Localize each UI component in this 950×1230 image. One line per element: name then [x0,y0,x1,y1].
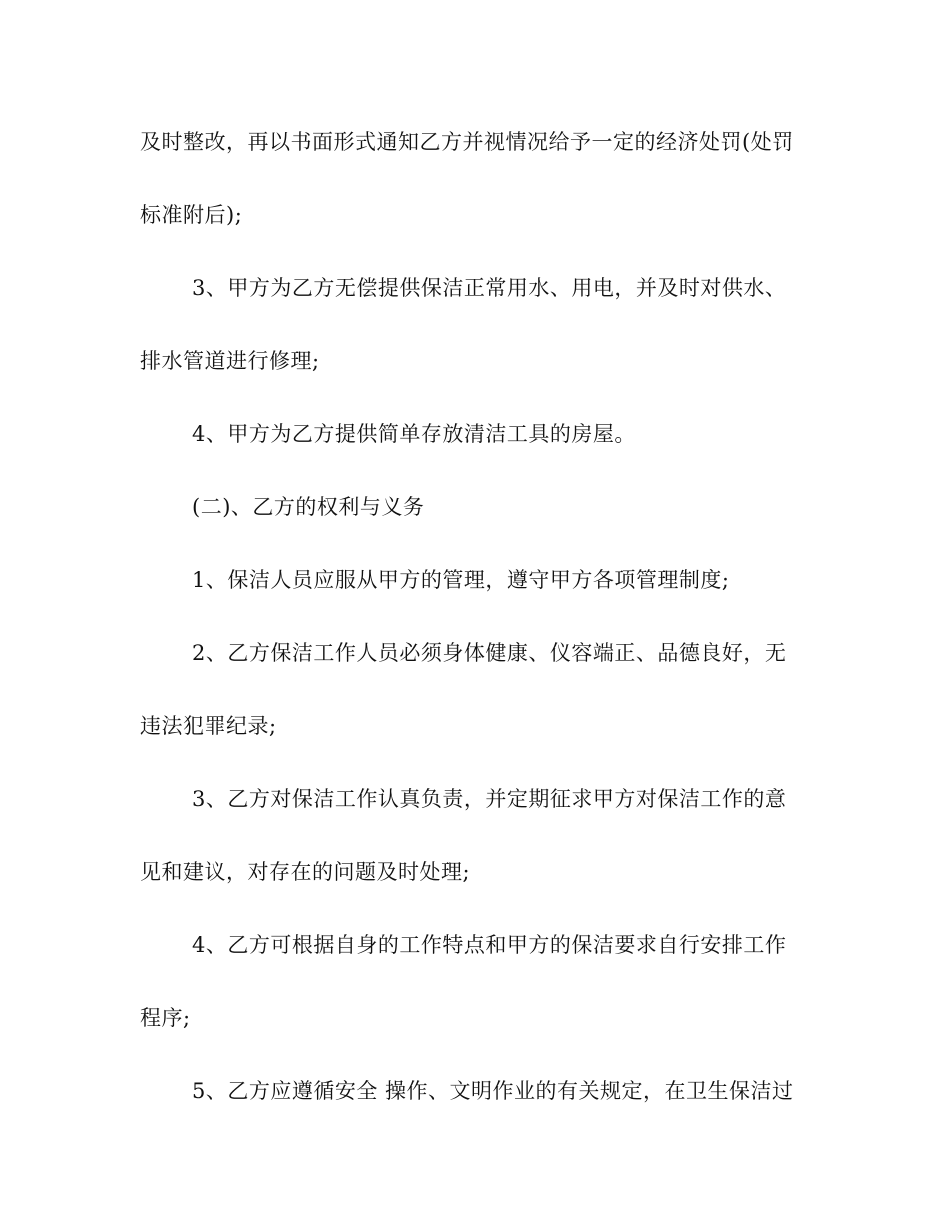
paragraph-line: 4、甲方为乙方提供简单存放清洁工具的房屋。 [192,422,636,446]
section-heading: (二)、乙方的权利与义务 [192,495,425,519]
paragraph-line: 3、乙方对保洁工作认真负责，并定期征求甲方对保洁工作的意 [192,787,787,811]
paragraph-line: 标准附后); [140,203,243,227]
paragraph-line: 违法犯罪纪录; [140,714,277,738]
paragraph-line: 程序; [140,1006,191,1030]
paragraph-line: 排水管道进行修理; [140,349,320,373]
paragraph-line: 见和建议，对存在的问题及时处理; [140,860,471,884]
paragraph-line: 5、乙方应遵循安全 操作、文明作业的有关规定，在卫生保洁过 [192,1079,794,1103]
paragraph-line: 1、保洁人员应服从甲方的管理，遵守甲方各项管理制度; [192,568,730,592]
paragraph-line: 及时整改，再以书面形式通知乙方并视情况给予一定的经济处罚(处罚 [140,130,794,154]
paragraph-line: 4、乙方可根据自身的工作特点和甲方的保洁要求自行安排工作 [192,933,787,957]
paragraph-line: 3、甲方为乙方无偿提供保洁正常用水、用电，并及时对供水、 [192,276,787,300]
paragraph-line: 2、乙方保洁工作人员必须身体健康、仪容端正、品德良好，无 [192,641,787,665]
